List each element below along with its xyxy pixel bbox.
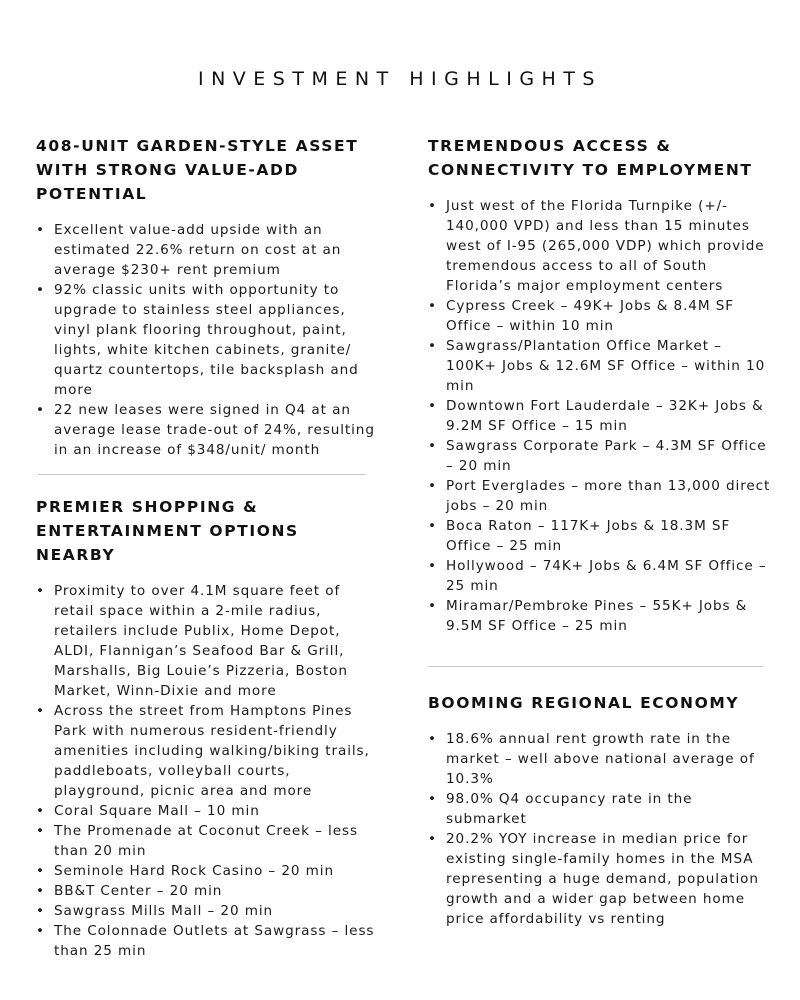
bullet-dot-icon: • [428,791,437,807]
access-bullet-list [428,196,773,636]
bullet-text: Seminole Hard Rock Casino – 20 min [54,863,334,879]
bullet-text: Coral Square Mall – 10 min [54,803,260,819]
asset-section [36,134,376,460]
bullet-text: 92% classic units with opportunity to upgrade to stainless steel appliances, vinyl plank flooring throughout, paint, lights, white kitchen cabinets, granite/ quartz countertops, tile backsplash and more [54,282,359,398]
bullet-item [36,701,376,801]
bullet-item [36,901,376,921]
bullet-dot-icon: • [36,803,45,819]
page-title: INVESTMENT HIGHLIGHTS [197,68,602,90]
bullet-text: Downtown Fort Lauderdale – 32K+ Jobs & 9.2M SF Office – 15 min [446,398,764,434]
bullet-text: Sawgrass Corporate Park – 4.3M SF Office – 20 min [446,438,767,474]
bullet-text: The Promenade at Coconut Creek – less than 20 min [54,823,358,859]
economy-bullet-list [428,729,773,929]
bullet-dot-icon: • [428,478,437,494]
bullet-dot-icon: • [428,731,437,747]
bullet-item [36,220,376,280]
bullet-item [36,821,376,861]
bullet-text: 18.6% annual rent growth rate in the market – well above national average of 10.3% [446,731,755,787]
bullet-text: 22 new leases were signed in Q4 at an average lease trade-out of 24%, resulting in an increase of $348/unit/ month [54,402,375,458]
shopping-bullet-list [36,581,376,961]
access-section [428,134,773,636]
bullet-text: Sawgrass/Plantation Office Market – 100K+ Jobs & 12.6M SF Office – within 10 min [446,338,766,394]
left-column [36,134,376,961]
bullet-dot-icon: • [36,222,45,238]
bullet-dot-icon: • [428,298,437,314]
bullet-text: 98.0% Q4 occupancy rate in the submarket [446,791,693,827]
bullet-text: Just west of the Florida Turnpike (+/- 140,000 VPD) and less than 15 minutes west of I-95 (265,000 VDP) which provide tremendous access to all of South Florida’s major employment centers [446,198,765,294]
bullet-dot-icon: • [36,583,45,599]
bullet-item [36,861,376,881]
bullet-dot-icon: • [36,703,45,719]
bullet-dot-icon: • [428,198,437,214]
bullet-item [36,921,376,961]
bullet-dot-icon: • [428,398,437,414]
bullet-item [428,596,773,636]
bullet-dot-icon: • [428,438,437,454]
asset-section-heading: 408-UNIT GARDEN-STYLE ASSET WITH STRONG VALUE-ADD POTENTIAL [36,137,359,203]
bullet-dot-icon: • [36,863,45,879]
bullet-item [428,296,773,336]
bullet-item [428,556,773,596]
section-divider [38,474,366,475]
bullet-item [36,581,376,701]
bullet-item [428,396,773,436]
bullet-text: Cypress Creek – 49K+ Jobs & 8.4M SF Office – within 10 min [446,298,734,334]
bullet-text: Miramar/Pembroke Pines – 55K+ Jobs & 9.5M SF Office – 25 min [446,598,748,634]
economy-section-heading: BOOMING REGIONAL ECONOMY [428,694,740,712]
bullet-text: Sawgrass Mills Mall – 20 min [54,903,274,919]
economy-section [428,691,773,929]
bullet-text: BB&T Center – 20 min [54,883,223,899]
bullet-text: Boca Raton – 117K+ Jobs & 18.3M SF Office – 25 min [446,518,731,554]
bullet-text: Across the street from Hamptons Pines Park with numerous resident-friendly amenities including walking/biking trails, paddleboats, volleyball courts, playground, picnic area and more [54,703,370,799]
bullet-dot-icon: • [36,883,45,899]
bullet-dot-icon: • [36,282,45,298]
bullet-item [36,280,376,400]
bullet-item [428,196,773,296]
bullet-dot-icon: • [428,598,437,614]
shopping-section [36,495,376,961]
bullet-dot-icon: • [36,923,45,939]
bullet-dot-icon: • [428,518,437,534]
shopping-section-heading: PREMIER SHOPPING & ENTERTAINMENT OPTIONS NEARBY [36,498,299,564]
bullet-item [428,476,773,516]
bullet-text: The Colonnade Outlets at Sawgrass – less than 25 min [54,923,375,959]
bullet-text: 20.2% YOY increase in median price for existing single-family homes in the MSA representing a huge demand, population growth and a wider gap between home price affordability vs renting [446,831,759,927]
right-column [428,134,773,929]
bullet-text: Port Everglades – more than 13,000 direct jobs – 20 min [446,478,771,514]
bullet-item [36,801,376,821]
access-section-heading: TREMENDOUS ACCESS & CONNECTIVITY TO EMPLOYMENT [428,137,753,179]
bullet-item [36,881,376,901]
bullet-text: Proximity to over 4.1M square feet of retail space within a 2-mile radius, retailers include Publix, Home Depot, ALDI, Flannigan’s Seafood Bar & Grill, Marshalls, Big Louie’s Pizzeria, Boston Market, Winn-Dixie and more [54,583,348,699]
bullet-item [428,336,773,396]
bullet-dot-icon: • [36,823,45,839]
bullet-item [428,516,773,556]
bullet-dot-icon: • [428,338,437,354]
bullet-dot-icon: • [36,903,45,919]
bullet-item [428,729,773,789]
bullet-dot-icon: • [428,558,437,574]
bullet-dot-icon: • [36,402,45,418]
section-divider [428,666,763,667]
bullet-dot-icon: • [428,831,437,847]
bullet-item [36,400,376,460]
bullet-item [428,789,773,829]
bullet-text: Excellent value-add upside with an estimated 22.6% return on cost at an average $230+ rent premium [54,222,342,278]
bullet-item [428,436,773,476]
bullet-item [428,829,773,929]
asset-bullet-list [36,220,376,460]
bullet-text: Hollywood – 74K+ Jobs & 6.4M SF Office – 25 min [446,558,767,594]
